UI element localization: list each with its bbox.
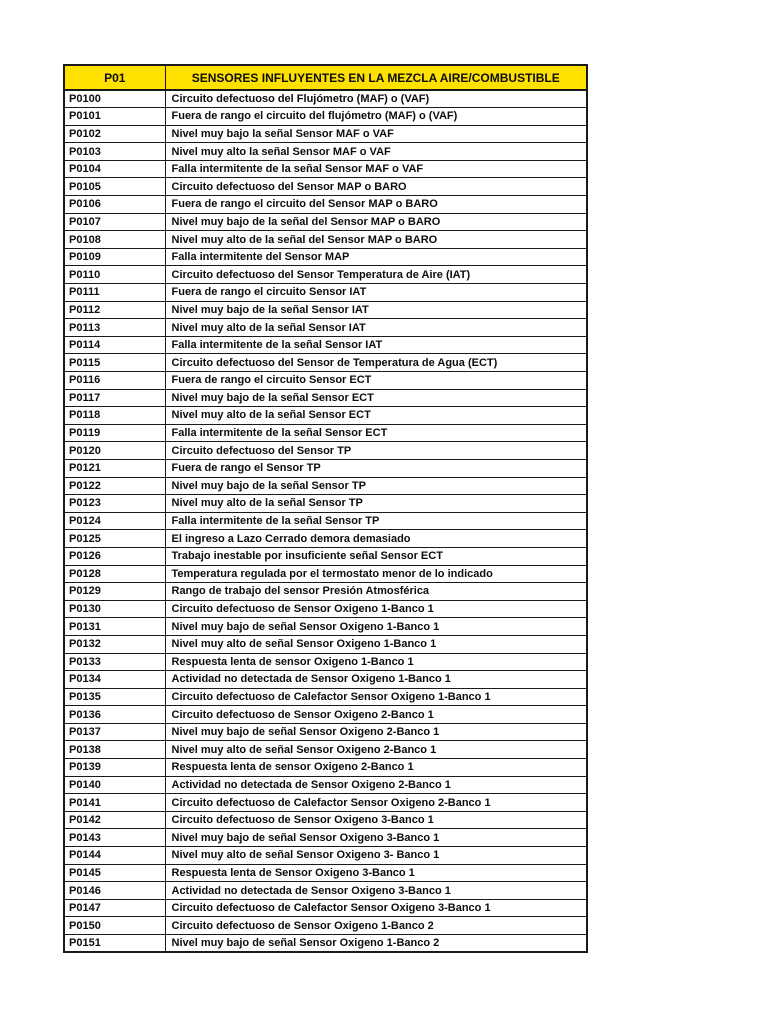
table-row <box>64 90 587 108</box>
dtc-code-cell: P0124 <box>64 512 165 530</box>
dtc-code-cell: P0120 <box>64 442 165 460</box>
dtc-description-cell: Nivel muy alto de señal Sensor Oxigeno 1-Banco 1 <box>165 635 587 653</box>
dtc-description-cell: Trabajo inestable por insuficiente señal Sensor ECT <box>165 547 587 565</box>
table-row <box>64 618 587 636</box>
dtc-code-cell: P0136 <box>64 706 165 724</box>
dtc-description-cell: Falla intermitente del Sensor MAP <box>165 248 587 266</box>
dtc-code-cell: P0102 <box>64 125 165 143</box>
dtc-description-cell: Fuera de rango el Sensor TP <box>165 459 587 477</box>
dtc-code-cell: P0146 <box>64 882 165 900</box>
dtc-code-cell: P0122 <box>64 477 165 495</box>
dtc-code-cell: P0101 <box>64 108 165 126</box>
dtc-description-cell: Circuito defectuoso de Calefactor Sensor Oxigeno 1-Banco 1 <box>165 688 587 706</box>
dtc-code-cell: P0111 <box>64 284 165 302</box>
dtc-description-cell: Circuito defectuoso de Calefactor Sensor Oxigeno 2-Banco 1 <box>165 794 587 812</box>
table-row <box>64 178 587 196</box>
table-row <box>64 354 587 372</box>
dtc-description-cell: Circuito defectuoso del Sensor TP <box>165 442 587 460</box>
dtc-code-cell: P0116 <box>64 372 165 390</box>
dtc-code-cell: P0143 <box>64 829 165 847</box>
dtc-code-cell: P0112 <box>64 301 165 319</box>
dtc-code-cell: P0145 <box>64 864 165 882</box>
table-row <box>64 899 587 917</box>
dtc-code-cell: P0109 <box>64 248 165 266</box>
dtc-code-cell: P0131 <box>64 618 165 636</box>
dtc-description-cell: Nivel muy alto de señal Sensor Oxigeno 3- Banco 1 <box>165 847 587 865</box>
table-row <box>64 600 587 618</box>
dtc-description-cell: Actividad no detectada de Sensor Oxigeno 2-Banco 1 <box>165 776 587 794</box>
table-row <box>64 653 587 671</box>
table-row <box>64 671 587 689</box>
table-row <box>64 512 587 530</box>
dtc-code-cell: P0151 <box>64 935 165 953</box>
dtc-description-cell: Respuesta lenta de sensor Oxigeno 1-Banco 1 <box>165 653 587 671</box>
dtc-description-cell: El ingreso a Lazo Cerrado demora demasiado <box>165 530 587 548</box>
table-row <box>64 706 587 724</box>
dtc-code-cell: P0139 <box>64 759 165 777</box>
dtc-code-cell: P0137 <box>64 723 165 741</box>
table-row <box>64 935 587 953</box>
dtc-description-cell: Nivel muy alto de señal Sensor Oxigeno 2-Banco 1 <box>165 741 587 759</box>
header-code-label: P01 <box>64 65 165 90</box>
table-row <box>64 143 587 161</box>
dtc-code-cell: P0134 <box>64 671 165 689</box>
dtc-description-cell: Circuito defectuoso de Sensor Oxigeno 2-Banco 1 <box>165 706 587 724</box>
table-row <box>64 372 587 390</box>
dtc-description-cell: Nivel muy alto de la señal Sensor ECT <box>165 407 587 425</box>
dtc-description-cell: Nivel muy bajo la señal Sensor MAF o VAF <box>165 125 587 143</box>
dtc-code-cell: P0108 <box>64 231 165 249</box>
header-title: SENSORES INFLUYENTES EN LA MEZCLA AIRE/COMBUSTIBLE <box>165 65 587 90</box>
dtc-description-cell: Nivel muy bajo de la señal Sensor ECT <box>165 389 587 407</box>
table-row <box>64 565 587 583</box>
dtc-code-cell: P0121 <box>64 459 165 477</box>
table-row <box>64 160 587 178</box>
table-row <box>64 811 587 829</box>
table-row <box>64 477 587 495</box>
table-body <box>64 90 587 952</box>
dtc-code-cell: P0114 <box>64 336 165 354</box>
dtc-code-cell: P0126 <box>64 547 165 565</box>
table-row <box>64 495 587 513</box>
dtc-code-cell: P0118 <box>64 407 165 425</box>
dtc-code-cell: P0115 <box>64 354 165 372</box>
dtc-code-cell: P0113 <box>64 319 165 337</box>
dtc-code-table <box>63 64 588 953</box>
table-row <box>64 635 587 653</box>
table-row <box>64 688 587 706</box>
dtc-code-cell: P0141 <box>64 794 165 812</box>
dtc-description-cell: Nivel muy bajo de la señal del Sensor MAP o BARO <box>165 213 587 231</box>
dtc-code-cell: P0128 <box>64 565 165 583</box>
dtc-code-cell: P0147 <box>64 899 165 917</box>
table-row <box>64 583 587 601</box>
dtc-code-cell: P0142 <box>64 811 165 829</box>
dtc-code-cell: P0125 <box>64 530 165 548</box>
dtc-description-cell: Circuito defectuoso de Calefactor Sensor Oxigeno 3-Banco 1 <box>165 899 587 917</box>
dtc-description-cell: Falla intermitente de la señal Sensor ECT <box>165 424 587 442</box>
dtc-description-cell: Falla intermitente de la señal Sensor TP <box>165 512 587 530</box>
table-row <box>64 864 587 882</box>
table-row <box>64 125 587 143</box>
dtc-description-cell: Respuesta lenta de sensor Oxigeno 2-Banco 1 <box>165 759 587 777</box>
table-row <box>64 284 587 302</box>
dtc-code-cell: P0144 <box>64 847 165 865</box>
dtc-description-cell: Nivel muy alto la señal Sensor MAF o VAF <box>165 143 587 161</box>
dtc-description-cell: Nivel muy bajo de señal Sensor Oxigeno 1-Banco 2 <box>165 935 587 953</box>
table-row <box>64 882 587 900</box>
table-row <box>64 759 587 777</box>
dtc-description-cell: Fuera de rango el circuito del Sensor MAP o BARO <box>165 196 587 214</box>
dtc-description-cell: Circuito defectuoso del Sensor de Temperatura de Agua (ECT) <box>165 354 587 372</box>
table-row <box>64 266 587 284</box>
dtc-description-cell: Rango de trabajo del sensor Presión Atmosférica <box>165 583 587 601</box>
table-row <box>64 547 587 565</box>
table-row <box>64 213 587 231</box>
dtc-code-cell: P0105 <box>64 178 165 196</box>
table-row <box>64 829 587 847</box>
table-row <box>64 794 587 812</box>
dtc-code-cell: P0119 <box>64 424 165 442</box>
dtc-description-cell: Circuito defectuoso del Sensor MAP o BARO <box>165 178 587 196</box>
dtc-description-cell: Circuito defectuoso del Flujómetro (MAF) o (VAF) <box>165 90 587 108</box>
dtc-code-cell: P0103 <box>64 143 165 161</box>
dtc-code-cell: P0106 <box>64 196 165 214</box>
dtc-description-cell: Nivel muy alto de la señal del Sensor MAP o BARO <box>165 231 587 249</box>
dtc-description-cell: Actividad no detectada de Sensor Oxigeno 3-Banco 1 <box>165 882 587 900</box>
dtc-description-cell: Circuito defectuoso de Sensor Oxigeno 1-Banco 1 <box>165 600 587 618</box>
dtc-code-cell: P0130 <box>64 600 165 618</box>
dtc-description-cell: Nivel muy alto de la señal Sensor TP <box>165 495 587 513</box>
table-row <box>64 424 587 442</box>
dtc-code-cell: P0123 <box>64 495 165 513</box>
dtc-description-cell: Circuito defectuoso de Sensor Oxigeno 1-Banco 2 <box>165 917 587 935</box>
dtc-code-cell: P0140 <box>64 776 165 794</box>
dtc-description-cell: Nivel muy bajo de señal Sensor Oxigeno 2-Banco 1 <box>165 723 587 741</box>
dtc-code-cell: P0110 <box>64 266 165 284</box>
dtc-code-cell: P0138 <box>64 741 165 759</box>
dtc-description-cell: Fuera de rango el circuito Sensor ECT <box>165 372 587 390</box>
table-row <box>64 530 587 548</box>
dtc-description-cell: Nivel muy bajo de señal Sensor Oxigeno 3-Banco 1 <box>165 829 587 847</box>
dtc-description-cell: Fuera de rango el circuito del flujómetro (MAF) o (VAF) <box>165 108 587 126</box>
table-row <box>64 196 587 214</box>
table-row <box>64 319 587 337</box>
dtc-description-cell: Nivel muy bajo de la señal Sensor IAT <box>165 301 587 319</box>
table-row <box>64 389 587 407</box>
table-row <box>64 231 587 249</box>
table-row <box>64 741 587 759</box>
dtc-code-cell: P0133 <box>64 653 165 671</box>
dtc-code-cell: P0132 <box>64 635 165 653</box>
dtc-code-cell: P0117 <box>64 389 165 407</box>
dtc-description-cell: Nivel muy bajo de señal Sensor Oxigeno 1-Banco 1 <box>165 618 587 636</box>
table-row <box>64 407 587 425</box>
dtc-code-cell: P0107 <box>64 213 165 231</box>
dtc-code-cell: P0150 <box>64 917 165 935</box>
dtc-description-cell: Actividad no detectada de Sensor Oxigeno 1-Banco 1 <box>165 671 587 689</box>
dtc-code-cell: P0100 <box>64 90 165 108</box>
table-header-row <box>64 65 587 90</box>
table-row <box>64 776 587 794</box>
table-row <box>64 108 587 126</box>
table-row <box>64 442 587 460</box>
dtc-description-cell: Circuito defectuoso de Sensor Oxigeno 3-Banco 1 <box>165 811 587 829</box>
table-row <box>64 301 587 319</box>
table-row <box>64 723 587 741</box>
dtc-description-cell: Nivel muy alto de la señal Sensor IAT <box>165 319 587 337</box>
dtc-code-cell: P0135 <box>64 688 165 706</box>
dtc-description-cell: Falla intermitente de la señal Sensor IAT <box>165 336 587 354</box>
dtc-description-cell: Falla intermitente de la señal Sensor MAF o VAF <box>165 160 587 178</box>
dtc-description-cell: Respuesta lenta de Sensor Oxigeno 3-Banco 1 <box>165 864 587 882</box>
table-row <box>64 847 587 865</box>
dtc-code-cell: P0104 <box>64 160 165 178</box>
table-row <box>64 336 587 354</box>
dtc-code-cell: P0129 <box>64 583 165 601</box>
dtc-description-cell: Circuito defectuoso del Sensor Temperatura de Aire (IAT) <box>165 266 587 284</box>
table-row <box>64 248 587 266</box>
table-row <box>64 459 587 477</box>
dtc-description-cell: Temperatura regulada por el termostato menor de lo indicado <box>165 565 587 583</box>
dtc-description-cell: Nivel muy bajo de la señal Sensor TP <box>165 477 587 495</box>
table-row <box>64 917 587 935</box>
dtc-description-cell: Fuera de rango el circuito Sensor IAT <box>165 284 587 302</box>
